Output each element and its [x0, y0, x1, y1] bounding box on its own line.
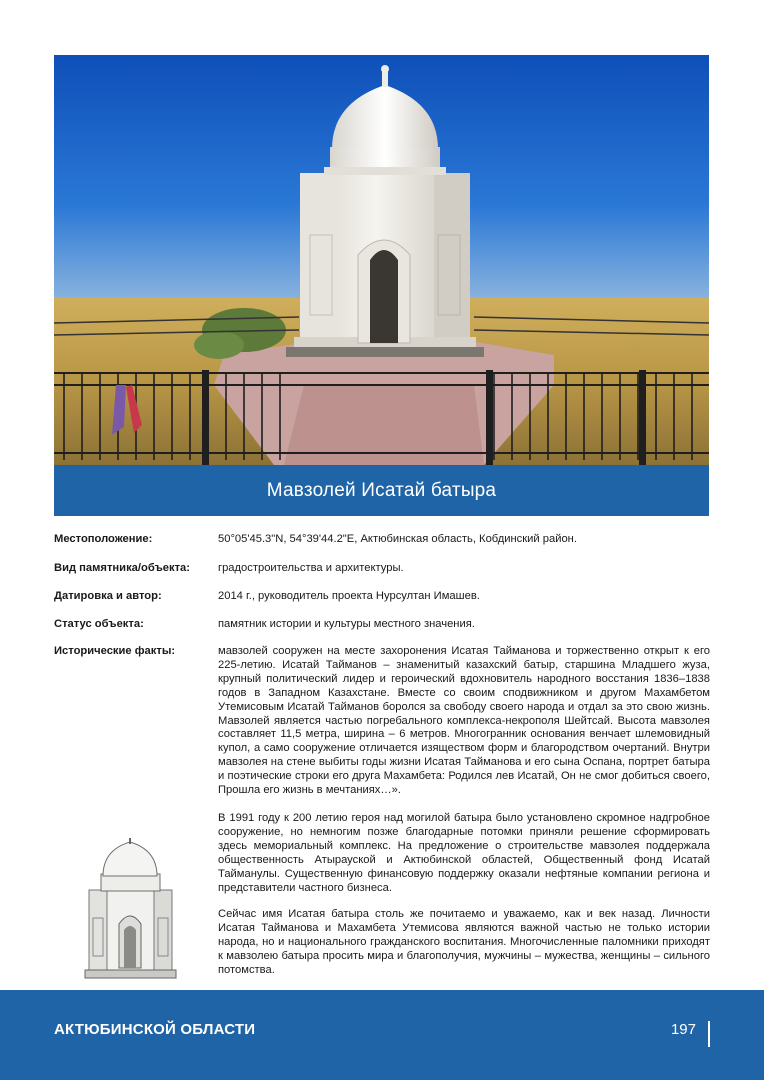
page-number: 197	[671, 1021, 710, 1047]
info-value: градостроительства и архитектуры.	[218, 562, 404, 574]
info-value: памятник истории и культуры местного значения.	[218, 618, 475, 630]
info-label: Вид памятника/объекта:	[54, 562, 190, 574]
info-label: Датировка и автор:	[54, 590, 162, 602]
info-label: Статус объекта:	[54, 618, 144, 630]
info-label: Исторические факты:	[54, 645, 176, 657]
info-value: 50°05'45.3"N, 54°39'44.2"E, Актюбинская область, Кобдинский район.	[218, 533, 577, 545]
mausoleum-sketch	[83, 838, 178, 980]
body-paragraph: Сейчас имя Исатая батыра столь же почитаемо и уважаемо, как и век назад. Личности Исатая Тайманова и Махамбета Утемисова являются важной частью не только истории народа, но и национального гражданского воспитания. Многочисленные паломники приходят к мавзолею батыра просить мира и благополучия, мужчины – мужества, женщины – сильного потомства.	[218, 908, 710, 976]
mausoleum-photo	[54, 55, 709, 465]
title-text: Мавзолей Исатай батыра	[266, 479, 497, 501]
info-label: Местоположение:	[54, 533, 153, 545]
footer-region: АКТЮБИНСКОЙ ОБЛАСТИ	[54, 1021, 256, 1038]
info-value: 2014 г., руководитель проекта Нурсултан Имашев.	[218, 590, 480, 602]
page-footer	[0, 990, 764, 1080]
info-value: мавзолей сооружен на месте захоронения Исатая Тайманова и торжественно открыт к его 225-летию. Исатай Тайманов – знаменитый казахский батыр, старшина Младшего жуза, крупный политический лидер и героический вдохновитель народного восстания 1836–1838 годов в Западном Казахстане. Вместе со своим сподвижником и другом Махамбетом Утемисовым Исатай Тайманов боролся за свободу своего народа и отдал за это свою жизнь. Мавзолей является частью погребального комплекса-некрополя Шейтсай. Высота мавзолея составляет 11,5 метра, ширина – 6 метров. Многогранник основания венчает шлемовидный купол, а само сооружение отличается изяществом форм и благородством очертаний. Внутри мавзолея на стене выбиты годы жизни Исатая Тайманова и его сына Оспана, портрет батыра и поэтические строки его друга Махамбета: Родился лев Исатай, Он не смог добиться своего, Прошла его жизнь в мечтаниях…».	[218, 645, 710, 797]
page-title	[54, 465, 709, 516]
body-paragraph: В 1991 году к 200 летию героя над могилой батыра было установлено скромное надгробное сооружение, но немногим позже благодарные потомки приняли решение сформировать здесь мемориальный комплекс. На предложение о строительстве мавзолея поддержала общественность Атырауской и Актюбинской областей, Общественный фонд Исатай Тайманулы. Существенную финансовую поддержку оказали нефтяные компании региона и представители частного бизнеса.	[218, 812, 710, 894]
